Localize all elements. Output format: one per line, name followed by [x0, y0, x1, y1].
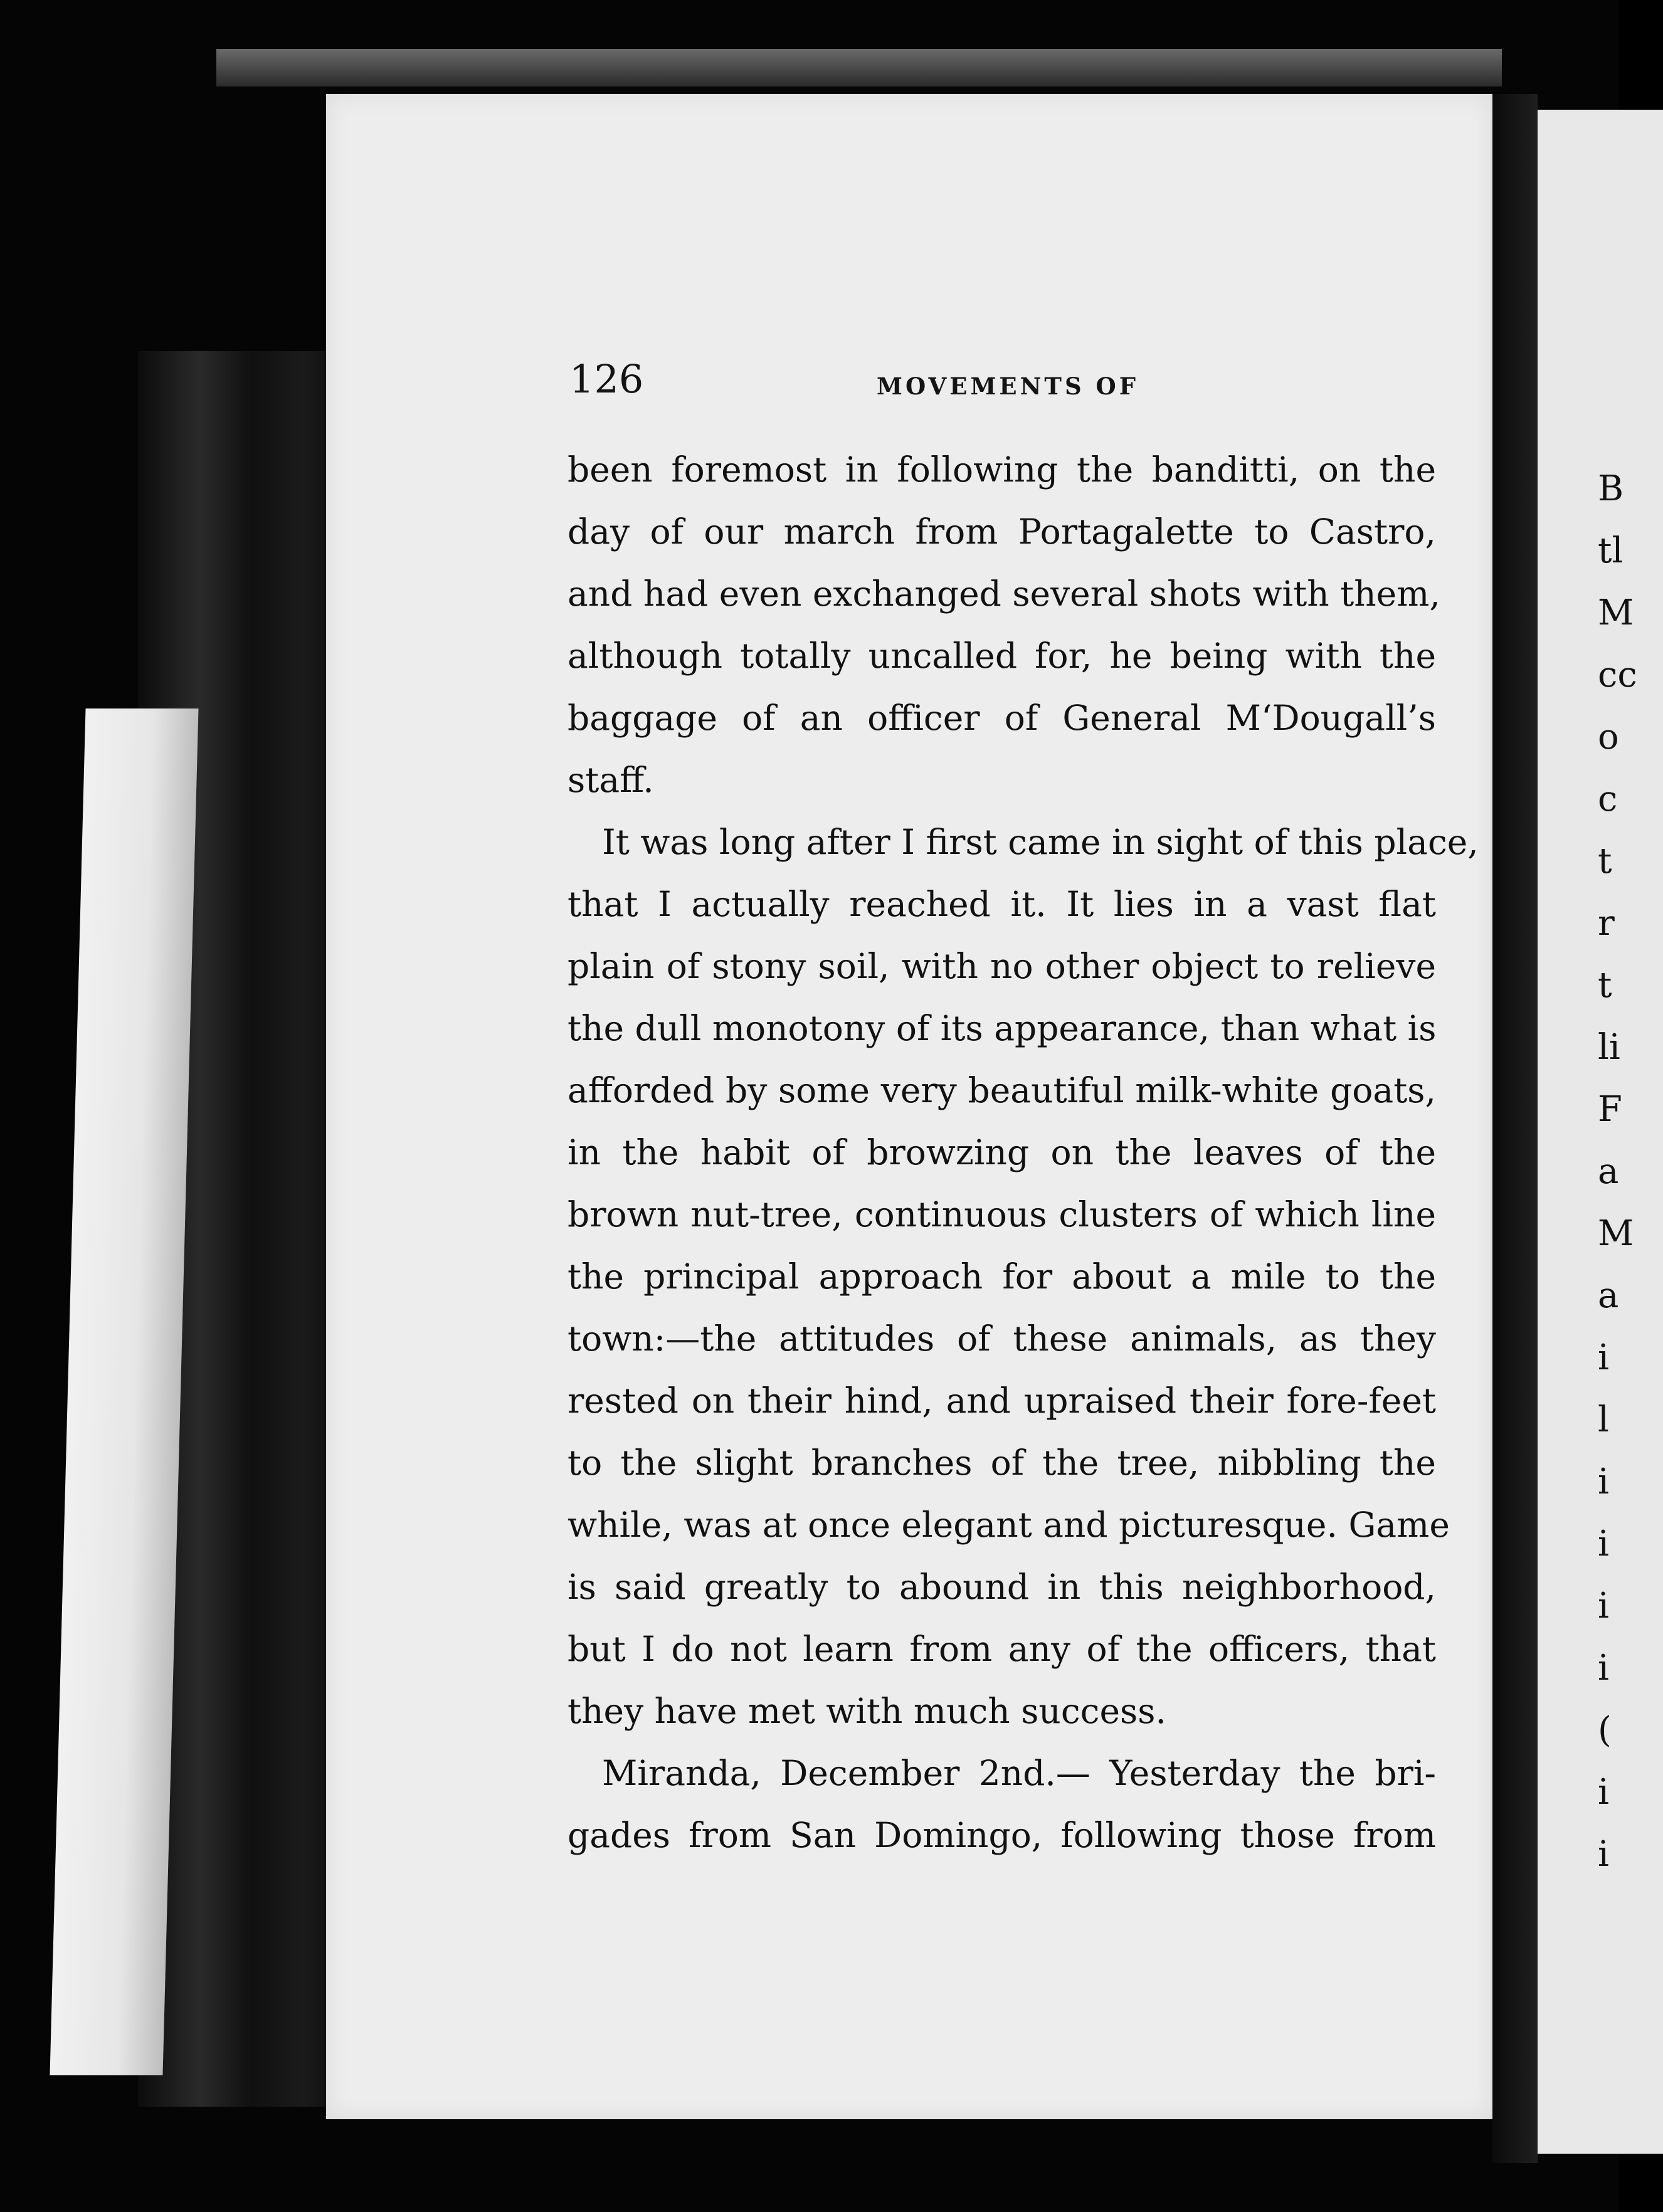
top-edge-shadow	[216, 49, 1502, 87]
facing-line-start: cc	[1598, 655, 1637, 695]
text-line: been foremost in following the banditti, on the	[568, 450, 1436, 490]
facing-line-start: t	[1598, 965, 1612, 1006]
facing-line-start: M	[1598, 592, 1634, 633]
facing-line-start: i	[1598, 1462, 1609, 1502]
text-line: It was long after I first came in sight of this place,	[602, 822, 1479, 862]
text-line: in the habit of browzing on the leaves of the	[568, 1132, 1436, 1172]
text-line: is said greatly to abound in this neighborhood,	[568, 1567, 1436, 1607]
facing-line-start: o	[1598, 717, 1619, 757]
text-line: brown nut-tree, continuous clusters of which line	[568, 1194, 1436, 1235]
facing-line-start: tl	[1598, 530, 1623, 571]
text-line: town:—the attitudes of these animals, as they	[568, 1319, 1436, 1359]
facing-line-start: B	[1598, 468, 1624, 509]
facing-page-line-starts	[1598, 458, 1637, 1885]
facing-line-start: (	[1598, 1710, 1612, 1751]
text-line: they have met with much success.	[568, 1691, 1166, 1731]
text-line: Miranda, December 2nd.— Yesterday the bri-	[602, 1753, 1436, 1793]
running-head-title: MOVEMENTS OF	[877, 372, 1139, 400]
text-line: while, was at once elegant and picturesque. Game	[568, 1505, 1450, 1545]
text-line: the dull monotony of its appearance, than what is	[568, 1008, 1437, 1048]
text-line: the principal approach for about a mile to the	[568, 1256, 1436, 1297]
facing-line-start: i	[1598, 1337, 1609, 1378]
text-line: baggage of an officer of General M‘Dougall’s	[568, 698, 1436, 738]
facing-line-start: li	[1598, 1027, 1620, 1068]
text-line: gades from San Domingo, following those from	[568, 1815, 1436, 1855]
page-number: 126	[569, 356, 644, 402]
body-text	[568, 439, 1479, 1867]
facing-line-start: c	[1598, 779, 1618, 819]
text-line: rested on their hind, and upraised their fore-feet	[568, 1381, 1436, 1421]
text-line: and had even exchanged several shots with them,	[568, 574, 1440, 614]
text-line: that I actually reached it. It lies in a vast flat	[568, 884, 1436, 924]
facing-line-start: i	[1598, 1524, 1609, 1564]
text-line: although totally uncalled for, he being with the	[568, 636, 1436, 676]
facing-line-start: F	[1598, 1089, 1622, 1130]
facing-line-start: i	[1598, 1772, 1609, 1813]
gutter	[1492, 94, 1538, 2163]
facing-line-start: i	[1598, 1834, 1609, 1875]
facing-line-start: l	[1598, 1399, 1609, 1440]
running-head	[569, 351, 1438, 408]
facing-line-start: M	[1598, 1213, 1634, 1254]
text-line: to the slight branches of the tree, nibbling the	[568, 1443, 1436, 1483]
facing-line-start: t	[1598, 841, 1612, 882]
facing-line-start: r	[1598, 903, 1615, 944]
text-line: day of our march from Portagalette to Castro,	[568, 512, 1436, 552]
facing-line-start: i	[1598, 1648, 1609, 1688]
text-line: plain of stony soil, with no other object to relieve	[568, 946, 1436, 986]
text-line: staff.	[568, 760, 654, 800]
facing-line-start: a	[1598, 1275, 1619, 1316]
facing-line-start: i	[1598, 1586, 1609, 1626]
text-line: but I do not learn from any of the officers, that	[568, 1629, 1436, 1669]
text-line: afforded by some very beautiful milk-white goats,	[568, 1070, 1436, 1110]
facing-line-start: a	[1598, 1151, 1619, 1192]
